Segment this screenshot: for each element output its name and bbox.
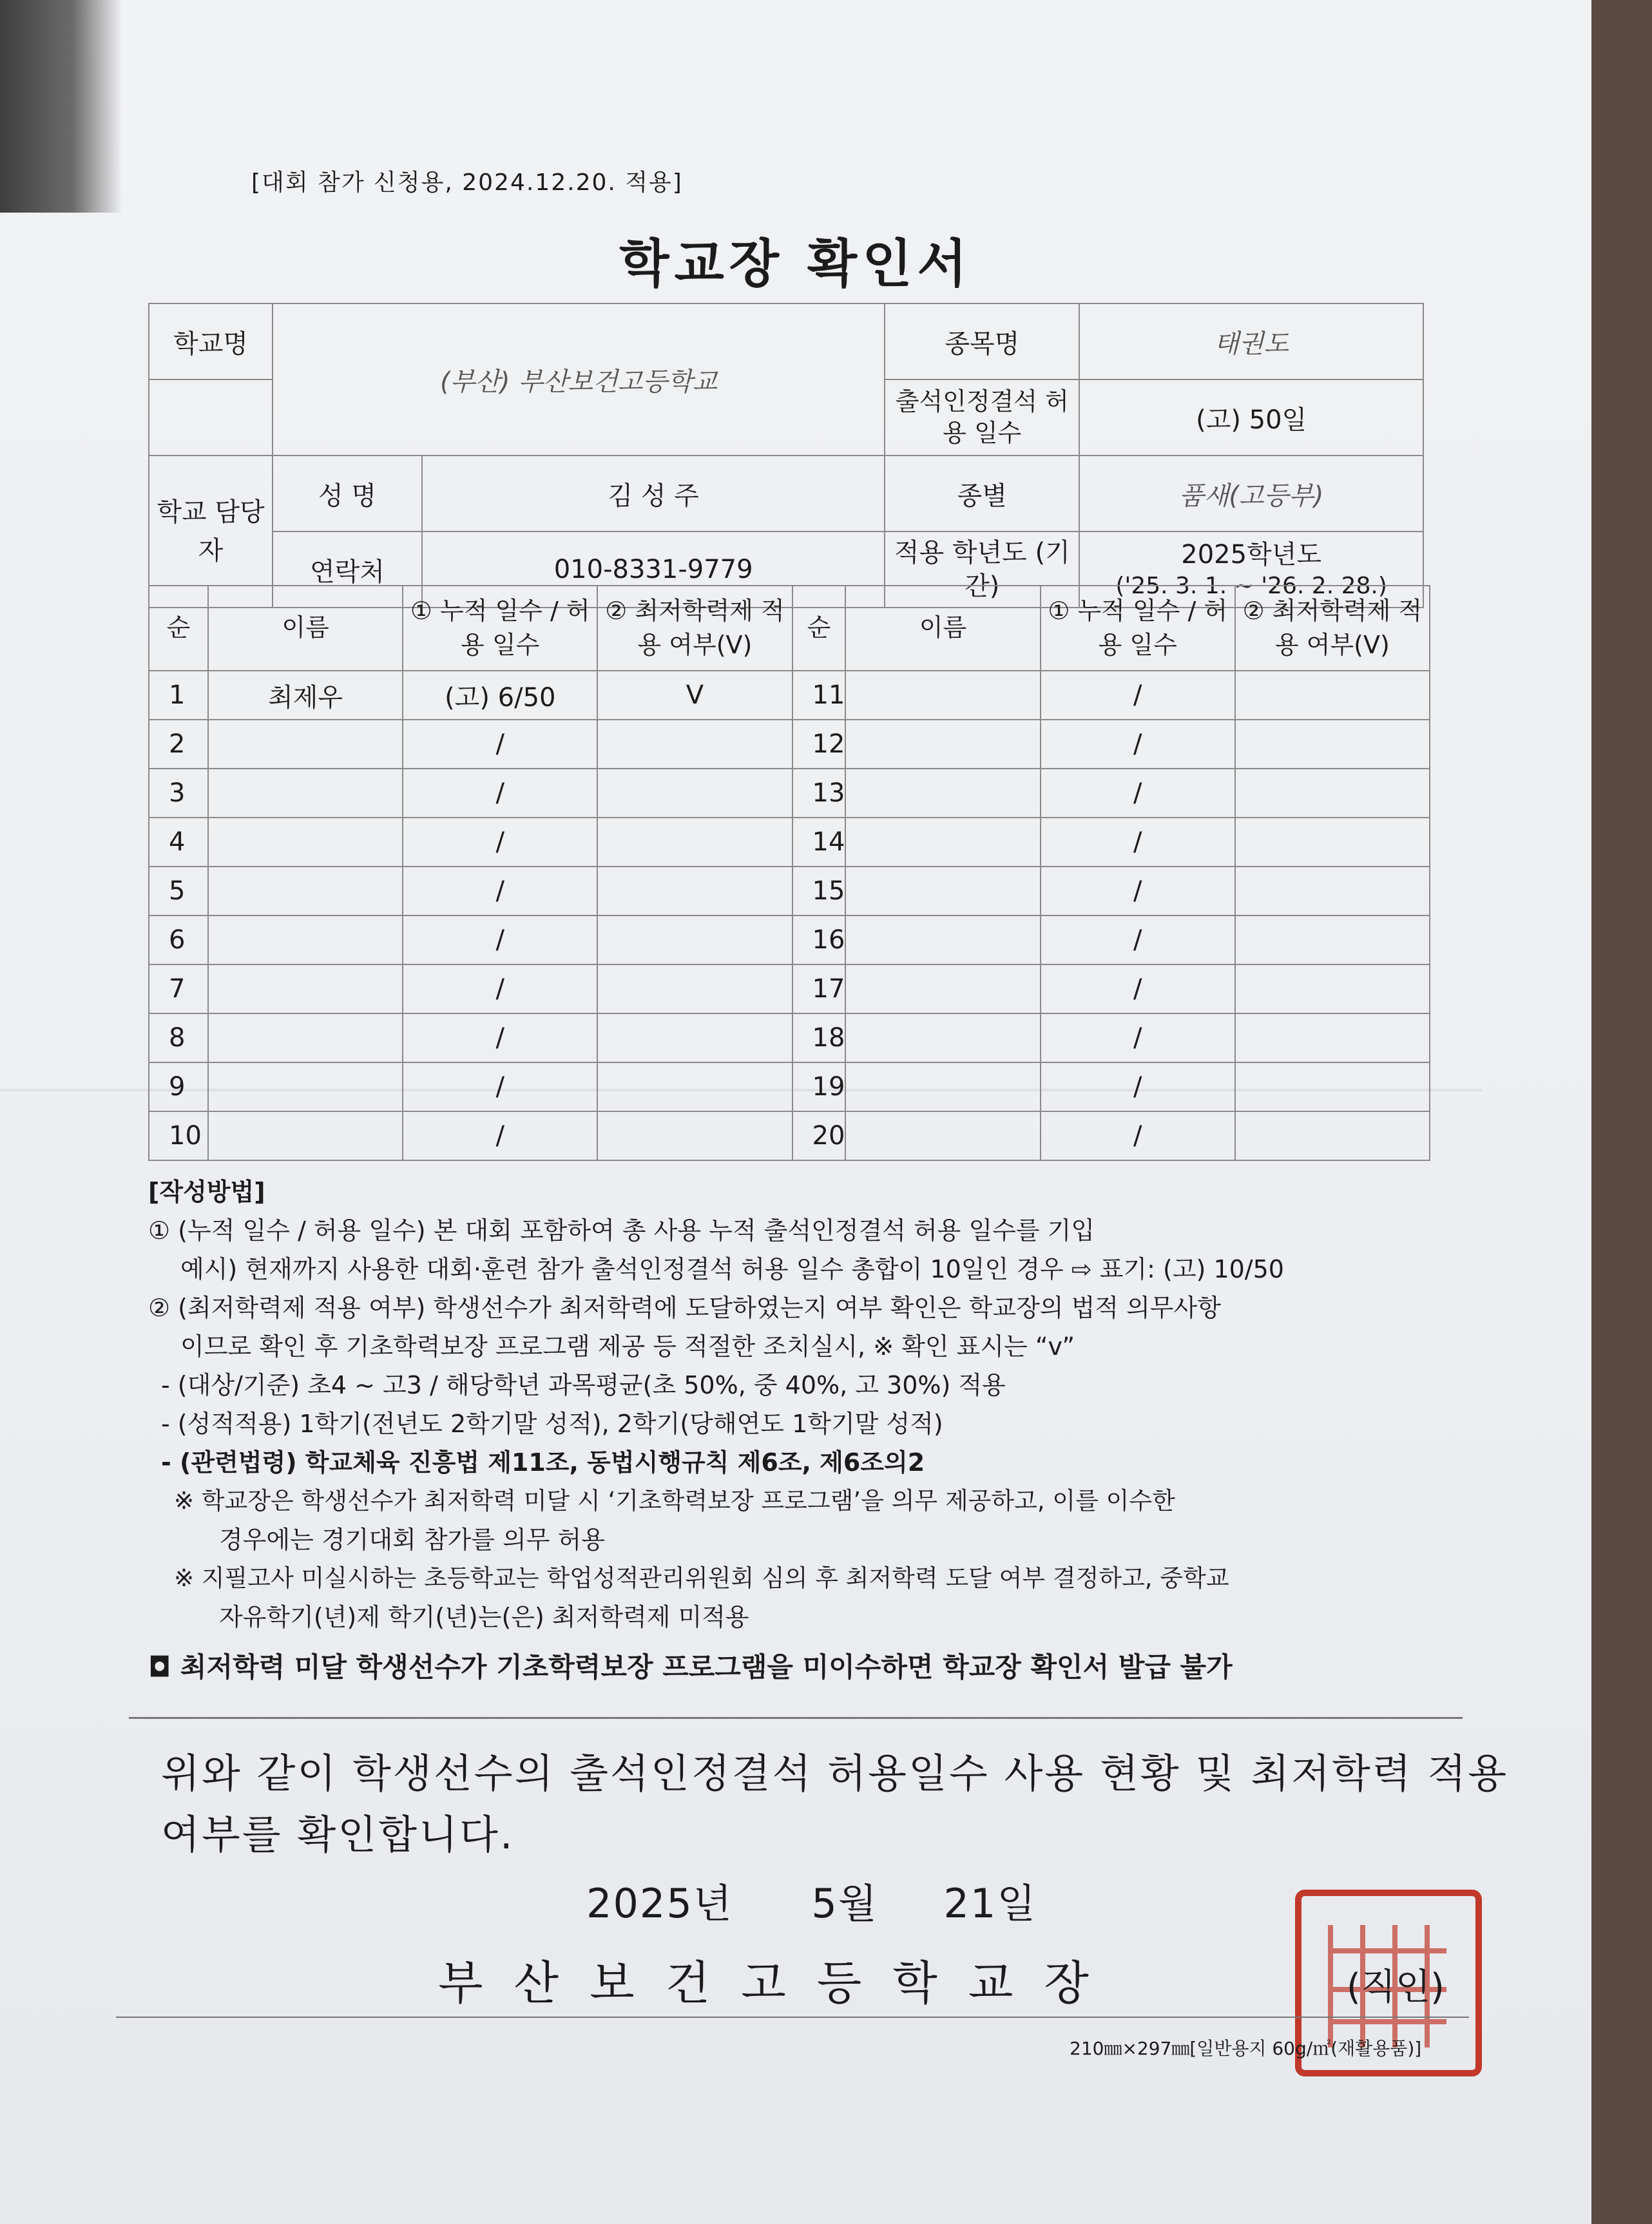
row-days-2: / xyxy=(1041,1111,1235,1160)
category-label: 종별 xyxy=(885,455,1079,532)
contact-label: 연락처 xyxy=(273,532,422,608)
teacher-label: 학교 담당자 xyxy=(149,455,273,608)
row-no-2: 15 xyxy=(792,867,846,915)
row-name xyxy=(208,720,403,769)
row-no-2: 12 xyxy=(792,720,846,769)
row-no-2: 16 xyxy=(792,915,846,964)
row-name xyxy=(208,964,403,1013)
col-days-header: ① 누적 일수 / 허용 일수 xyxy=(403,586,597,671)
note-7b: 자유학기(년)제 학기(년)는(은) 최저학력제 미적용 xyxy=(219,1603,749,1631)
row-days: / xyxy=(403,1062,597,1111)
col-no-header: 순 xyxy=(149,586,208,671)
note-7a: ※ 지필고사 미실시하는 초등학교는 학업성적관리위원회 심의 후 최저학력 도달 여부 결정하고, 중학교 xyxy=(174,1564,1229,1592)
arrow-box-icon: ◘ xyxy=(148,1651,171,1683)
row-days: / xyxy=(403,964,597,1013)
row-min-2 xyxy=(1235,818,1430,867)
row-name: 최제우 xyxy=(208,671,403,720)
confirmation-text: 위와 같이 학생선수의 출석인정결석 허용일수 사용 현황 및 최저학력 적용 여부를 확인합니다. xyxy=(161,1750,1509,1858)
row-days: / xyxy=(403,1111,597,1160)
category-value: 품새(고등부) xyxy=(1079,455,1423,532)
row-min: V xyxy=(597,671,792,720)
row-name xyxy=(208,1111,403,1160)
row-min-2 xyxy=(1235,671,1430,720)
contact-value: 010-8331-9779 xyxy=(422,532,885,608)
row-name-2 xyxy=(845,1062,1040,1111)
row-no: 1 xyxy=(149,671,208,720)
row-name-2 xyxy=(845,818,1040,867)
row-days-2: / xyxy=(1041,671,1235,720)
row-min xyxy=(597,867,792,915)
row-days-2: / xyxy=(1041,964,1235,1013)
row-no: 2 xyxy=(149,720,208,769)
row-min-2 xyxy=(1235,1013,1430,1062)
year-value: 2025학년도 xyxy=(1181,539,1321,570)
note-3: - (대상/기준) 초4 ~ 고3 / 해당학년 과목평균(초 50%, 중 40%, 고 30%) 적용 xyxy=(161,1371,1006,1399)
student-table xyxy=(148,585,1430,1161)
photo-shadow xyxy=(0,0,122,213)
info-table xyxy=(148,303,1424,608)
row-name xyxy=(208,1062,403,1111)
date-month: 5월 xyxy=(811,1880,878,1927)
note-1a: ① (누적 일수 / 허용 일수) 본 대회 포함하여 총 사용 누적 출석인정결석 허용 일수를 기입 xyxy=(148,1216,1095,1245)
row-no: 3 xyxy=(149,769,208,818)
document-title: 학교장 확인서 xyxy=(619,234,972,294)
row-min-2 xyxy=(1235,769,1430,818)
note-6a: ※ 학교장은 학생선수가 최저학력 미달 시 ‘기초학력보장 프로그램’을 의무 제공하고, 이를 이수한 xyxy=(174,1487,1175,1515)
date-day: 21일 xyxy=(943,1880,1037,1927)
row-name-2 xyxy=(845,1013,1040,1062)
row-no: 9 xyxy=(149,1062,208,1111)
row-days-2: / xyxy=(1041,1062,1235,1111)
row-days: / xyxy=(403,720,597,769)
row-min xyxy=(597,1111,792,1160)
row-no-2: 17 xyxy=(792,964,846,1013)
row-name-2 xyxy=(845,671,1040,720)
col-no-header-2: 순 xyxy=(792,586,846,671)
student-rows xyxy=(149,671,1430,1160)
row-name xyxy=(208,769,403,818)
row-name-2 xyxy=(845,964,1040,1013)
row-days-2: / xyxy=(1041,818,1235,867)
row-min xyxy=(597,818,792,867)
note-8-text: 최저학력 미달 학생선수가 기초학력보장 프로그램을 미이수하면 학교장 확인서 발급 불가 xyxy=(180,1651,1233,1683)
row-name xyxy=(208,915,403,964)
issue-date xyxy=(586,1872,1037,1929)
row-name xyxy=(208,818,403,867)
divider-bottom xyxy=(116,2017,1469,2018)
row-days: / xyxy=(403,1013,597,1062)
row-min xyxy=(597,915,792,964)
row-days-2: / xyxy=(1041,1013,1235,1062)
paper-spec-footer: 210㎜×297㎜[일반용지 60g/㎡(재활용품)] xyxy=(1070,2038,1422,2059)
row-days: / xyxy=(403,867,597,915)
allowed-label: 출석인정결석 허용 일수 xyxy=(885,379,1079,455)
row-name-2 xyxy=(845,769,1040,818)
row-min-2 xyxy=(1235,915,1430,964)
note-2a: ② (최저학력제 적용 여부) 학생선수가 최저학력에 도달하였는지 여부 확인은 학교장의 법적 의무사항 xyxy=(148,1294,1221,1322)
row-no: 6 xyxy=(149,915,208,964)
table-row xyxy=(149,671,1430,720)
note-1b: 예시) 현재까지 사용한 대회·훈련 참가 출석인정결석 허용 일수 총합이 10일인 경우 ⇨ 표기: (고) 10/50 xyxy=(180,1255,1284,1283)
row-name-2 xyxy=(845,1111,1040,1160)
row-no-2: 14 xyxy=(792,818,846,867)
note-5: - (관련법령) 학교체육 진흥법 제11조, 동법시행규칙 제6조, 제6조의2 xyxy=(161,1448,925,1477)
col-days-header-2: ① 누적 일수 / 허용 일수 xyxy=(1041,586,1235,671)
row-no: 4 xyxy=(149,818,208,867)
row-days: / xyxy=(403,915,597,964)
note-6b: 경우에는 경기대회 참가를 의무 허용 xyxy=(219,1526,605,1554)
school-label-spacer xyxy=(149,379,273,455)
signatory: 부산보건고등학교장 xyxy=(438,1956,1120,2010)
table-row xyxy=(149,720,1430,769)
row-days-2: / xyxy=(1041,867,1235,915)
table-row xyxy=(149,818,1430,867)
event-value: 태권도 xyxy=(1079,303,1423,379)
row-name-2 xyxy=(845,720,1040,769)
row-min xyxy=(597,720,792,769)
row-days-2: / xyxy=(1041,720,1235,769)
row-min-2 xyxy=(1235,964,1430,1013)
seal-mark: (직인) xyxy=(1347,1966,1445,2008)
row-no-2: 18 xyxy=(792,1013,846,1062)
row-name-2 xyxy=(845,867,1040,915)
instructions-heading: [작성방법] xyxy=(148,1178,265,1206)
row-days-2: / xyxy=(1041,915,1235,964)
row-min xyxy=(597,1062,792,1111)
row-no: 5 xyxy=(149,867,208,915)
date-year: 2025년 xyxy=(586,1880,733,1927)
row-min-2 xyxy=(1235,1062,1430,1111)
row-no: 8 xyxy=(149,1013,208,1062)
col-name-header-2: 이름 xyxy=(845,586,1040,671)
row-min-2 xyxy=(1235,1111,1430,1160)
row-no-2: 13 xyxy=(792,769,846,818)
row-min-2 xyxy=(1235,720,1430,769)
name-value: 김 성 주 xyxy=(422,455,885,532)
note-2b: 이므로 확인 후 기초학력보장 프로그램 제공 등 적절한 조치실시, ※ 확인 표시는 “v” xyxy=(180,1332,1075,1361)
row-no-2: 11 xyxy=(792,671,846,720)
row-min xyxy=(597,964,792,1013)
row-no: 7 xyxy=(149,964,208,1013)
row-days: / xyxy=(403,769,597,818)
year-period: ('25. 3. 1. ~ '26. 2. 28.) xyxy=(1115,572,1387,599)
table-row xyxy=(149,915,1430,964)
note-4: - (성적적용) 1학기(전년도 2학기말 성적), 2학기(당해연도 1학기말 성적) xyxy=(161,1410,943,1438)
row-no: 10 xyxy=(149,1111,208,1160)
col-min-header: ② 최저학력제 적용 여부(V) xyxy=(597,586,792,671)
table-row xyxy=(149,867,1430,915)
row-no-2: 20 xyxy=(792,1111,846,1160)
table-row xyxy=(149,1111,1430,1160)
instructions xyxy=(148,1173,1469,1687)
year-label: 적용 학년도 (기간) xyxy=(885,532,1079,608)
school-label: 학교명 xyxy=(149,303,273,379)
name-label: 성 명 xyxy=(273,455,422,532)
row-name-2 xyxy=(845,915,1040,964)
row-name xyxy=(208,1013,403,1062)
note-8 xyxy=(148,1648,1469,1687)
col-name-header: 이름 xyxy=(208,586,403,671)
allowed-value: (고) 50일 xyxy=(1079,379,1423,455)
row-min xyxy=(597,769,792,818)
row-no-2: 19 xyxy=(792,1062,846,1111)
col-min-header-2: ② 최저학력제 적용 여부(V) xyxy=(1235,586,1430,671)
table-row xyxy=(149,964,1430,1013)
table-row xyxy=(149,1062,1430,1111)
table-row xyxy=(149,769,1430,818)
row-days-2: / xyxy=(1041,769,1235,818)
row-min xyxy=(597,1013,792,1062)
row-days: (고) 6/50 xyxy=(403,671,597,720)
row-days: / xyxy=(403,818,597,867)
row-name xyxy=(208,867,403,915)
row-min-2 xyxy=(1235,867,1430,915)
form-usage-note: [대회 참가 신청용, 2024.12.20. 적용] xyxy=(251,169,683,196)
divider-top xyxy=(129,1717,1463,1719)
event-label: 종목명 xyxy=(885,303,1079,379)
school-value: (부산) 부산보건고등학교 xyxy=(273,303,885,455)
table-row xyxy=(149,1013,1430,1062)
